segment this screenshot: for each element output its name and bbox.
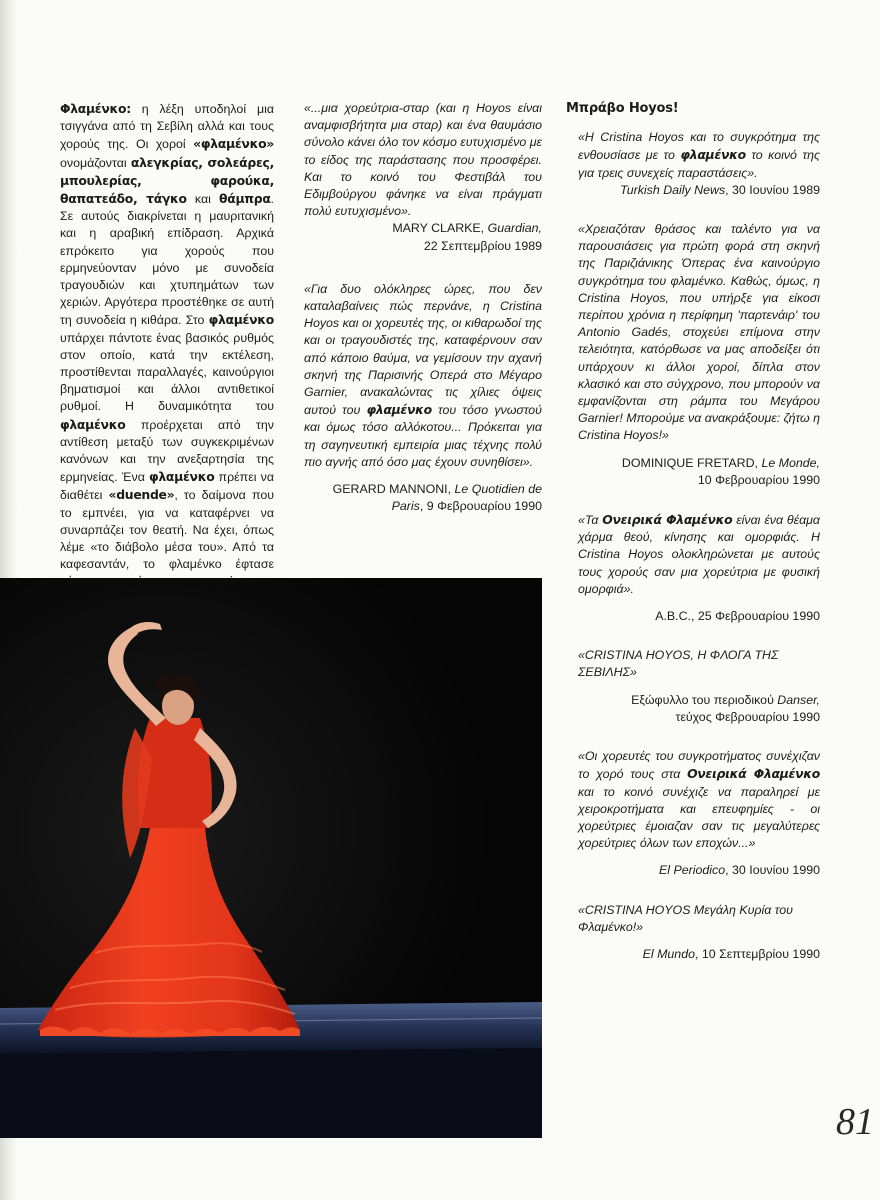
bold-term: φλαμένκο (366, 402, 432, 418)
text-run: ονομάζονται (60, 155, 131, 170)
quote-turkish-daily (578, 129, 820, 182)
quote-guardian-source: MARY CLARKE, Guardian, 22 Σεπτεμβρίου 1989 (392, 221, 542, 253)
quote-le-monde (578, 221, 820, 445)
quote-el-mundo (578, 902, 820, 936)
quote-guardian (304, 100, 542, 220)
bold-term: φλαμένκο (149, 469, 215, 485)
quote-quotidien-source: GERARD MANNONI, Le Quotidien de Paris, 9 Φεβρουαρίου 1990 (332, 482, 542, 514)
text-run: «Τα (578, 513, 603, 528)
text-run: υπάρχει πάντοτε ένας βασικός ρυθμός στον οποίο, κατά την εκτέλεση, προστίθενται παραλλαγές, καινούργιοι βηματισμοί και άλλοι αντιθετικοί ρυθμοί. Η δυναμικότητα του (60, 330, 274, 414)
dancer-photo (0, 578, 542, 1138)
page-number: 81 (836, 1101, 874, 1143)
bold-term: αλεγκρίας, σολεάρες, μπουλερίας, φαρούκα, θαπατεάδο, τάγκο (60, 154, 274, 207)
text-run: . Σε αυτούς διακρίνεται η μαυριτανική και η αραβική επίδραση. Αρχικά επρόκειτο για χορούς που ερμηνεύονταν μόνο με συνοδεία τραγουδιών και χτυπημάτων των χεριών. Αργότερα προστέθηκε σε αυτή τη συνοδεία η κιθάρα. Στο (60, 192, 274, 328)
quote-el-periodico (578, 748, 820, 852)
section-heading: Μπράβο Hoyos! (566, 101, 679, 116)
bold-term: «duende» (108, 487, 175, 503)
text-run: «Η Cristina Hoyos και το συγκρότημα της ενθουσίασε με το (578, 130, 820, 163)
bold-term: Φλαμένκο: (60, 101, 131, 116)
quote-el-mundo-source: El Mundo, 10 Σεπτεμβρίου 1990 (642, 946, 820, 961)
dancer-illustration (0, 578, 542, 1138)
bold-term: φλαμένκο (680, 147, 746, 163)
bold-term: «φλαμένκο» (193, 136, 274, 152)
bold-term: Ονειρικά Φλαμένκο (687, 766, 820, 782)
bold-term: φλαμένκο (208, 312, 274, 328)
text-run: «Χρειαζόταν θράσος και ταλέντο για να παρουσιάσεις για πρώτη φορά στη σκηνή της Παριζιάνικης Όπερας ένα καινούργιο συγκρότημα του φλαμένκο. Καθώς, όμως, η Cristina Hoyos, που υπήρξε για είκοσι περίπου χρόνια η περίφημη 'παρτενάιρ' του Antonio Gadés, στοχεύει επίμονα στην τελειότητα, κατόρθωσε να μας αποδείξει ότι υπάρχουν κι άλλοι χοροί, δίπλα στον κλασικό και στο σύγχρονο, που μπορούν να εμφανίζονται στη ράμπα του Μεγάρου Garnier! Μπορούμε να ανακράξουμε: ζήτω η Cristina Hoyos!» (578, 222, 820, 443)
bold-term: Ονειρικά Φλαμένκο (602, 512, 733, 528)
quote-danser-source: Εξώφυλλο του περιοδικού Danser, τεύχος Φεβρουαρίου 1990 (631, 692, 820, 724)
quote-danser (578, 647, 820, 681)
text-run: «CRISTINA HOYOS Μεγάλη Κυρία του Φλαμένκο!» (578, 902, 793, 934)
quote-quotidien (304, 281, 542, 471)
press-quotes-column-2 (304, 100, 542, 515)
quote-abc (578, 511, 820, 598)
quote-el-periodico-source: El Periodico, 30 Ιουνίου 1990 (659, 863, 820, 878)
press-quotes-column-3 (566, 100, 820, 963)
bold-term: θάμπρα (219, 191, 271, 207)
text-run: το κοινό της για τρεις συνεχείς παραστάσεις». (578, 148, 820, 180)
quote-turkish-daily-source: Turkish Daily News, 30 Ιουνίου 1989 (620, 182, 820, 197)
quote-abc-source: A.B.C., 25 Φεβρουαρίου 1990 (655, 609, 820, 624)
text-run: και το κοινό συνέχιζε να παραληρεί με χειροκροτήματα και επευφημίες - οι χορεύτριες έμοιαζαν σαν τις μεγαλύτερες χορεύτριες όλων των εποχών...» (578, 784, 820, 851)
bold-term: φλαμένκο (60, 416, 126, 432)
text-run: και (186, 192, 220, 207)
text-run: του τόσο γνωστού και όμως τόσο αλλόκοτου... Πρόκειται για τη σαγηνευτική εμπειρία μιας τέχνης πολύ πιο αγνής από όσο μας έχουν συνηθίσει». (304, 403, 542, 469)
text-run: «Οι χορευτές του συγκροτήματος συνέχιζαν το χορό τους στα (578, 749, 820, 782)
text-run: η λέξη υποδηλοί μια τσιγγάνα από τη Σεβίλη αλλά και τους χορούς της. Οι χοροί (60, 102, 274, 152)
text-run: «...μια χορεύτρια-σταρ (και η Hoyos είναι αναμφισβήτητα μια σταρ) και ένα θαυμάσιο σύνολο κάνει όλο τον κόσμο ευτυχισμένο με το είδος της παράστασης που προσφέρει. Και το κοινό του Φεστιβάλ του Εδιμβούργου φάνηκε να είναι πράγματι πολύ ευτυχισμένο». (304, 101, 542, 219)
text-run: προέρχεται από την αντίθεση μεταξύ των συγκεκριμένων κανόνων και την ανεξαρτησία της ερμηνείας. Ένα (60, 417, 274, 485)
definition-column (60, 100, 274, 642)
text-run: «Για δυο ολόκληρες ώρες, που δεν καταλαβαίνεις πώς περνάνε, η Cristina Hoyos και οι χορευτές της, οι κιθαρωδοί της και οι τραγουδιστές της, καταφέρνουν σαν από κάποιο θαύμα, να γεμίσουν την αχανή σκηνή της Παρισινής Οπερά στο Μέγαρο Garnier, ανακαλώντας τις χίλιες όψεις αυτού του (304, 281, 542, 418)
text-run: πρέπει να διαθέτει (60, 470, 274, 503)
text-run: «CRISTINA HOYOS, Η ΦΛΟΓΑ ΤΗΣ ΣΕΒΙΛΗΣ» (578, 648, 779, 680)
quote-le-monde-source: DOMINIQUE FRETARD, Le Monde, 10 Φεβρουαρίου 1990 (621, 455, 820, 487)
text-run: είναι ένα θέαμα χάρμα θεού, κίνησης και ομορφιάς. Η Cristina Hoyos ολοκληρώνεται με αυτούς τους χορούς σαν μια χορεύτρια με φυσική ομορφιά». (578, 513, 820, 596)
text-run: , το δαίμονα που το εμπνέει, για να καταφέρνει να συναρπάζει τον θεατή. Να έχει, όπως λέμε «το διάβολο μέσα του». Από τα καφεσαντάν, το φλαμένκο έφτασε (60, 488, 275, 572)
flamenco-definition (60, 100, 274, 608)
